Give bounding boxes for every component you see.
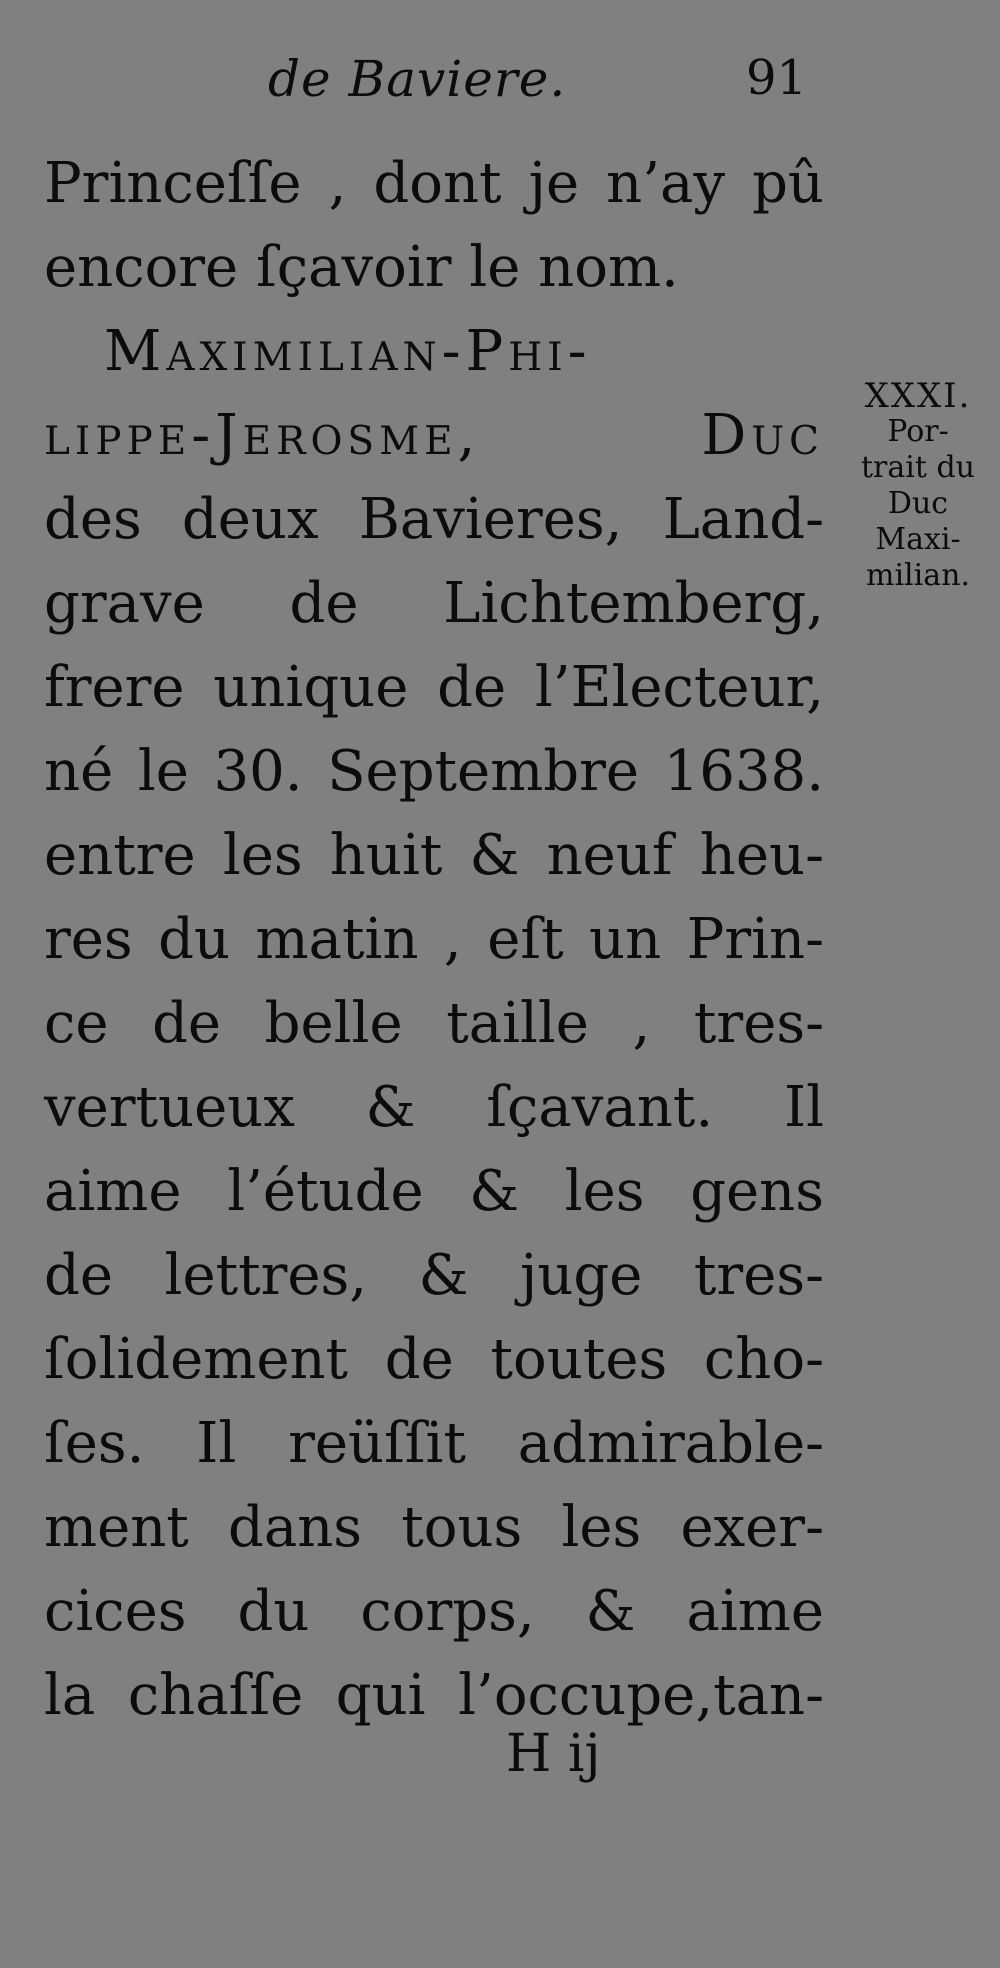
- text-line: vertueux & ſçavant. Il: [44, 1075, 824, 1140]
- margin-note: [838, 378, 998, 594]
- page-number: 91: [746, 50, 808, 106]
- signature-mark: H ij: [506, 1724, 601, 1784]
- running-title: de Baviere.: [268, 50, 567, 108]
- text-line: la chaſſe qui l’occupe,tan-: [44, 1663, 824, 1728]
- margin-note-line: trait du: [861, 450, 975, 485]
- text-line: des deux Bavieres, Land-: [44, 487, 824, 552]
- text-line: ſes. Il reüſſit admirable-: [44, 1411, 824, 1476]
- margin-note-line: Maxi-: [875, 522, 961, 557]
- text-line: res du matin , eſt un Prin-: [44, 907, 824, 972]
- text-line: encore ſçavoir le nom.: [44, 235, 679, 300]
- text-line: ment dans tous les exer-: [44, 1495, 824, 1560]
- page-header: [0, 50, 1000, 120]
- text-line: entre les huit & neuf heu-: [44, 823, 824, 888]
- margin-note-line: XXXI.: [864, 376, 972, 416]
- text-line: ſolidement de toutes cho-: [44, 1327, 824, 1392]
- text-line: lippe-Jerosme, Duc: [44, 403, 824, 468]
- margin-note-line: Duc: [887, 486, 949, 521]
- text-line: grave de Lichtemberg,: [44, 571, 824, 636]
- text-line: Princeſſe , dont je n’ay pû: [44, 151, 824, 216]
- text-line: ce de belle taille , tres-: [44, 991, 824, 1056]
- text-line: frere unique de l’Electeur,: [44, 655, 824, 720]
- text-line: aime l’étude & les gens: [44, 1159, 824, 1224]
- margin-note-line: Por-: [887, 414, 949, 449]
- text-line: cices du corps, & aime: [44, 1579, 824, 1644]
- text-line: né le 30. Septembre 1638.: [44, 739, 824, 804]
- body-text: [44, 142, 824, 1738]
- text-line: Maximilian-Phi-: [104, 319, 592, 384]
- text-line: de lettres, & juge tres-: [44, 1243, 824, 1308]
- margin-note-line: milian.: [866, 558, 970, 593]
